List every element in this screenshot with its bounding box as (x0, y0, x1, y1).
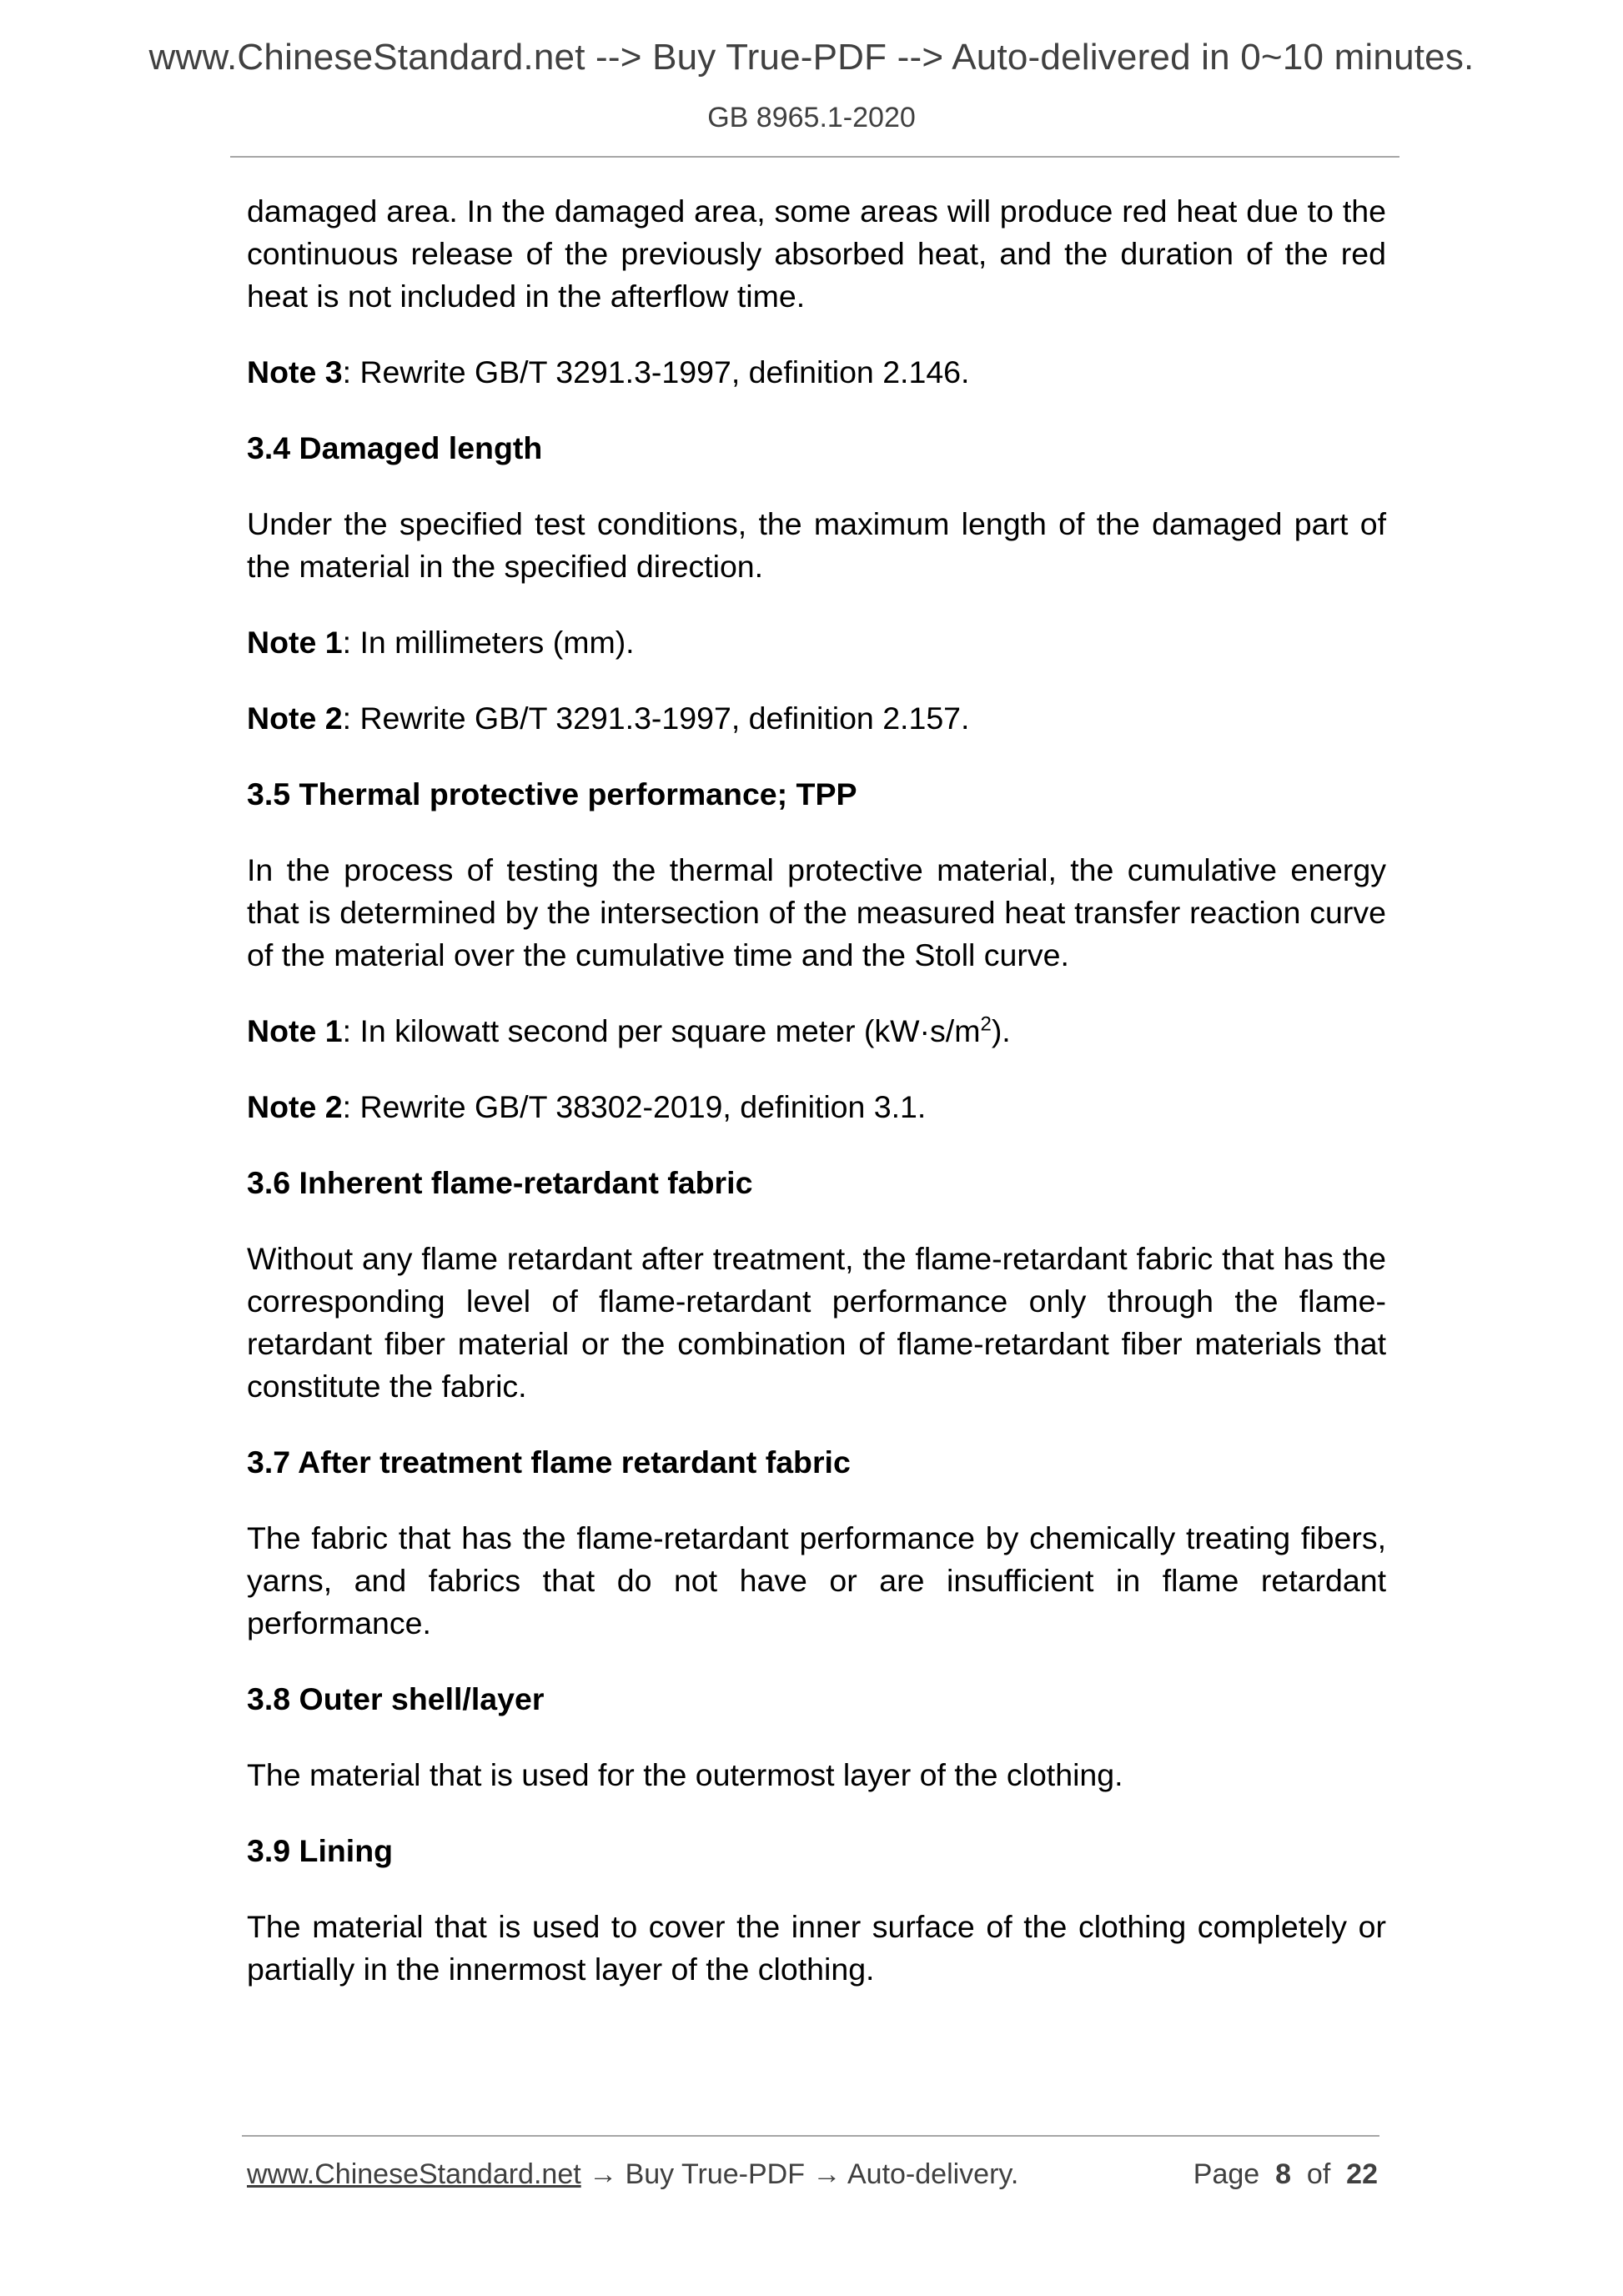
continued-paragraph: damaged area. In the damaged area, some areas will produce red heat due to the continuous release of the previously absorbed heat, and the duration of the red heat is not included in the afterflow time. (247, 193, 1386, 314)
footer-divider (242, 2135, 1379, 2137)
section-3-5-title: 3.5 Thermal protective performance; TPP (247, 776, 857, 811)
section-3-8-definition: The material that is used for the outermost layer of the clothing. (247, 1757, 1123, 1792)
section-3-7-definition: The fabric that has the flame-retardant performance by chemically treating fibers, yarns, and fabrics that do not have or are insufficient in flame retardant performance. (247, 1520, 1386, 1640)
page-content (247, 190, 1386, 2024)
section-3-4-definition: Under the specified test conditions, the maximum length of the damaged part of the material in the specified direction. (247, 506, 1386, 584)
section-3-9-title: 3.9 Lining (247, 1833, 394, 1868)
note-text: : Rewrite GB/T 3291.3-1997, definition 2.157. (342, 701, 970, 736)
page-total: 22 (1346, 2158, 1378, 2190)
note-text: : In kilowatt second per square meter (kW·s/m (342, 1013, 981, 1048)
top-banner: www.ChineseStandard.net --> Buy True-PDF --> Auto-delivered in 0~10 minutes. (148, 37, 1475, 78)
note-3-3 (247, 351, 1386, 394)
section-3-5-definition: In the process of testing the thermal protective material, the cumulative energy that is determined by the intersection of the measured heat transfer reaction curve of the material over the cumulative time and the Stoll curve. (247, 852, 1386, 972)
note-text-end: ). (991, 1013, 1011, 1048)
section-3-4-note-1 (247, 621, 1386, 664)
page-indicator (1193, 2158, 1378, 2191)
header-divider (230, 156, 1399, 158)
page-number: 8 (1275, 2158, 1291, 2190)
note-label: Note 1 (247, 625, 343, 660)
note-text: : In millimeters (mm). (342, 625, 635, 660)
section-3-6-definition: Without any flame retardant after treatment, the flame-retardant fabric that has the corresponding level of flame-retardant performance only through the flame-retardant fiber material or the combination of flame-retardant fiber materials that constitute the fabric. (247, 1241, 1386, 1404)
section-3-8-title: 3.8 Outer shell/layer (247, 1681, 545, 1716)
superscript: 2 (980, 1012, 992, 1036)
footer-site-link[interactable]: www.ChineseStandard.net (247, 2158, 581, 2190)
note-text: : Rewrite GB/T 3291.3-1997, definition 2.146. (342, 354, 970, 389)
note-text: : Rewrite GB/T 38302-2019, definition 3.1. (342, 1089, 927, 1124)
note-label: Note 2 (247, 701, 343, 736)
of-word: of (1306, 2158, 1331, 2190)
document-code: GB 8965.1-2020 (707, 102, 916, 133)
section-3-4-title: 3.4 Damaged length (247, 430, 543, 465)
footer-tagline: → Buy True-PDF → Auto-delivery. (580, 2158, 1019, 2190)
section-3-9-definition: The material that is used to cover the inner surface of the clothing completely or partially in the innermost layer of the clothing. (247, 1909, 1386, 1987)
note-label: Note 3 (247, 354, 343, 389)
page-word: Page (1193, 2158, 1260, 2190)
section-3-4-note-2 (247, 697, 1386, 740)
section-3-5-note-2 (247, 1086, 1386, 1128)
section-3-7-title: 3.7 After treatment flame retardant fabric (247, 1444, 851, 1480)
note-label: Note 2 (247, 1089, 343, 1124)
page-footer (247, 2158, 1378, 2191)
section-3-6-title: 3.6 Inherent flame-retardant fabric (247, 1165, 753, 1200)
section-3-5-note-1 (247, 1010, 1386, 1053)
note-label: Note 1 (247, 1013, 343, 1048)
